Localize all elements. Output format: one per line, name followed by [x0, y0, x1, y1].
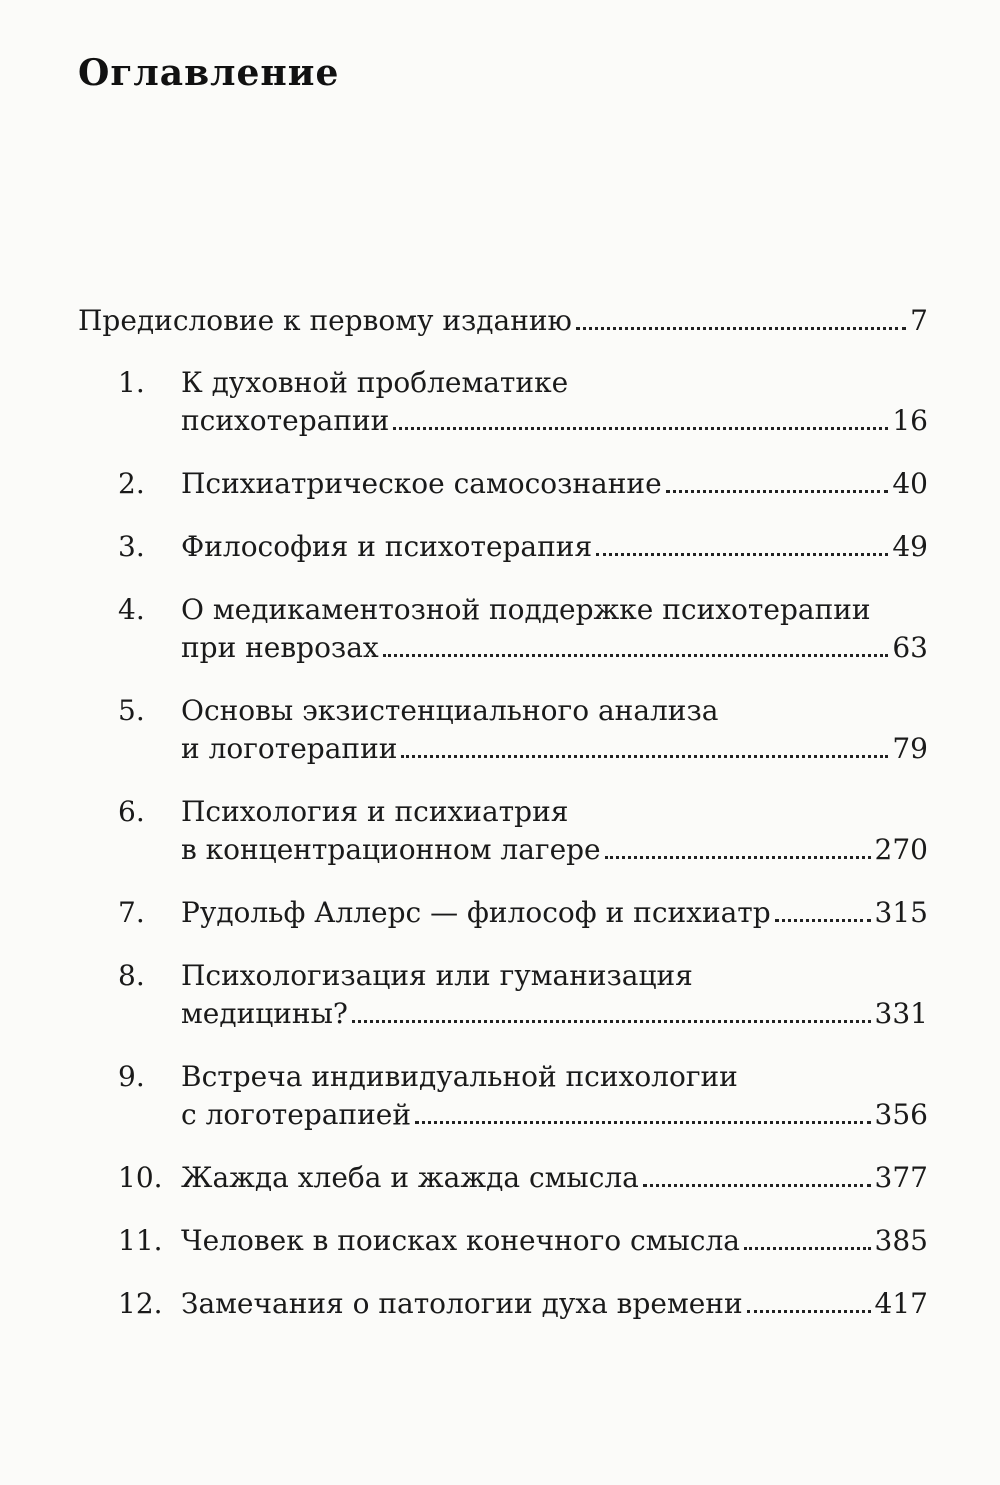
toc-entry-title-line: Встреча индивидуальной психологии — [181, 1060, 738, 1093]
toc-entry[interactable] — [78, 692, 928, 768]
table-of-contents — [78, 302, 928, 1348]
toc-entry-title: в концентрационном лагере — [181, 833, 601, 866]
toc-entry[interactable] — [78, 793, 928, 869]
dot-leader — [415, 1121, 871, 1124]
toc-entry-title: медицины? — [181, 997, 348, 1030]
toc-entry-title: Философия и психотерапия — [181, 530, 593, 563]
dot-leader — [643, 1184, 871, 1187]
toc-entry-title: Человек в поисках конечного смысла — [181, 1224, 740, 1257]
toc-entry-title-line: Основы экзистенциального анализа — [181, 694, 719, 727]
toc-entry-title: Психиатрическое самосознание — [181, 467, 662, 500]
chapter-number: 1. — [118, 366, 145, 399]
toc-entry[interactable] — [78, 528, 928, 566]
dot-leader — [383, 654, 889, 657]
dot-leader — [596, 553, 888, 556]
toc-page-number: 417 — [874, 1287, 928, 1320]
toc-page-number: 16 — [892, 404, 928, 437]
dot-leader — [393, 427, 888, 430]
toc-entry[interactable] — [78, 1159, 928, 1197]
toc-entry-title-line: Психологизация или гуманизация — [181, 959, 693, 992]
toc-entry[interactable] — [78, 465, 928, 503]
toc-entry-title-line: Психология и психиатрия — [181, 795, 569, 828]
dot-leader — [744, 1247, 871, 1250]
toc-entry[interactable] — [78, 364, 928, 440]
chapter-number: 9. — [118, 1060, 145, 1093]
chapter-number: 6. — [118, 795, 145, 828]
page-title: Оглавление — [78, 52, 340, 94]
dot-leader — [775, 919, 871, 922]
toc-entry[interactable] — [78, 1058, 928, 1134]
toc-entry-title: и логотерапии — [181, 732, 398, 765]
chapter-number: 10. — [118, 1161, 163, 1194]
dot-leader — [576, 327, 906, 330]
toc-page-number: 331 — [874, 997, 928, 1030]
toc-page-number: 315 — [874, 896, 928, 929]
dot-leader — [352, 1020, 871, 1023]
chapter-number: 5. — [118, 694, 145, 727]
toc-entry[interactable] — [78, 1285, 928, 1323]
toc-page-number: 356 — [874, 1098, 928, 1131]
toc-entry[interactable] — [78, 591, 928, 667]
chapter-number: 8. — [118, 959, 145, 992]
toc-entry[interactable] — [78, 894, 928, 932]
toc-page-number: 385 — [874, 1224, 928, 1257]
toc-page-number: 270 — [874, 833, 928, 866]
toc-page-number: 63 — [892, 631, 928, 664]
toc-page-number: 79 — [892, 732, 928, 765]
dot-leader — [747, 1310, 871, 1313]
toc-page-number: 377 — [874, 1161, 928, 1194]
toc-entry[interactable] — [78, 1222, 928, 1260]
toc-page-number: 7 — [910, 304, 928, 337]
toc-entry-title: Рудольф Аллерс — философ и психиатр — [181, 896, 771, 929]
chapter-number: 2. — [118, 467, 145, 500]
toc-entry-title-line: О медикаментозной поддержке психотерапии — [181, 593, 871, 626]
toc-entry-title: с логотерапией — [181, 1098, 411, 1131]
toc-entry-title: Предисловие к первому изданию — [78, 304, 572, 337]
chapter-number: 11. — [118, 1224, 163, 1257]
toc-entry-title-line: К духовной проблематике — [181, 366, 569, 399]
toc-page-number: 49 — [892, 530, 928, 563]
toc-entry-title: Замечания о патологии духа времени — [181, 1287, 743, 1320]
toc-entry-title: при неврозах — [181, 631, 379, 664]
dot-leader — [666, 490, 889, 493]
toc-entry-title: Жажда хлеба и жажда смысла — [181, 1161, 639, 1194]
dot-leader — [401, 755, 888, 758]
dot-leader — [605, 856, 871, 859]
toc-entry-preface[interactable] — [78, 302, 928, 340]
toc-entry-title: психотерапии — [181, 404, 390, 437]
chapter-number: 3. — [118, 530, 145, 563]
chapter-number: 12. — [118, 1287, 163, 1320]
chapter-number: 4. — [118, 593, 145, 626]
chapter-number: 7. — [118, 896, 145, 929]
toc-entry[interactable] — [78, 957, 928, 1033]
toc-page-number: 40 — [892, 467, 928, 500]
